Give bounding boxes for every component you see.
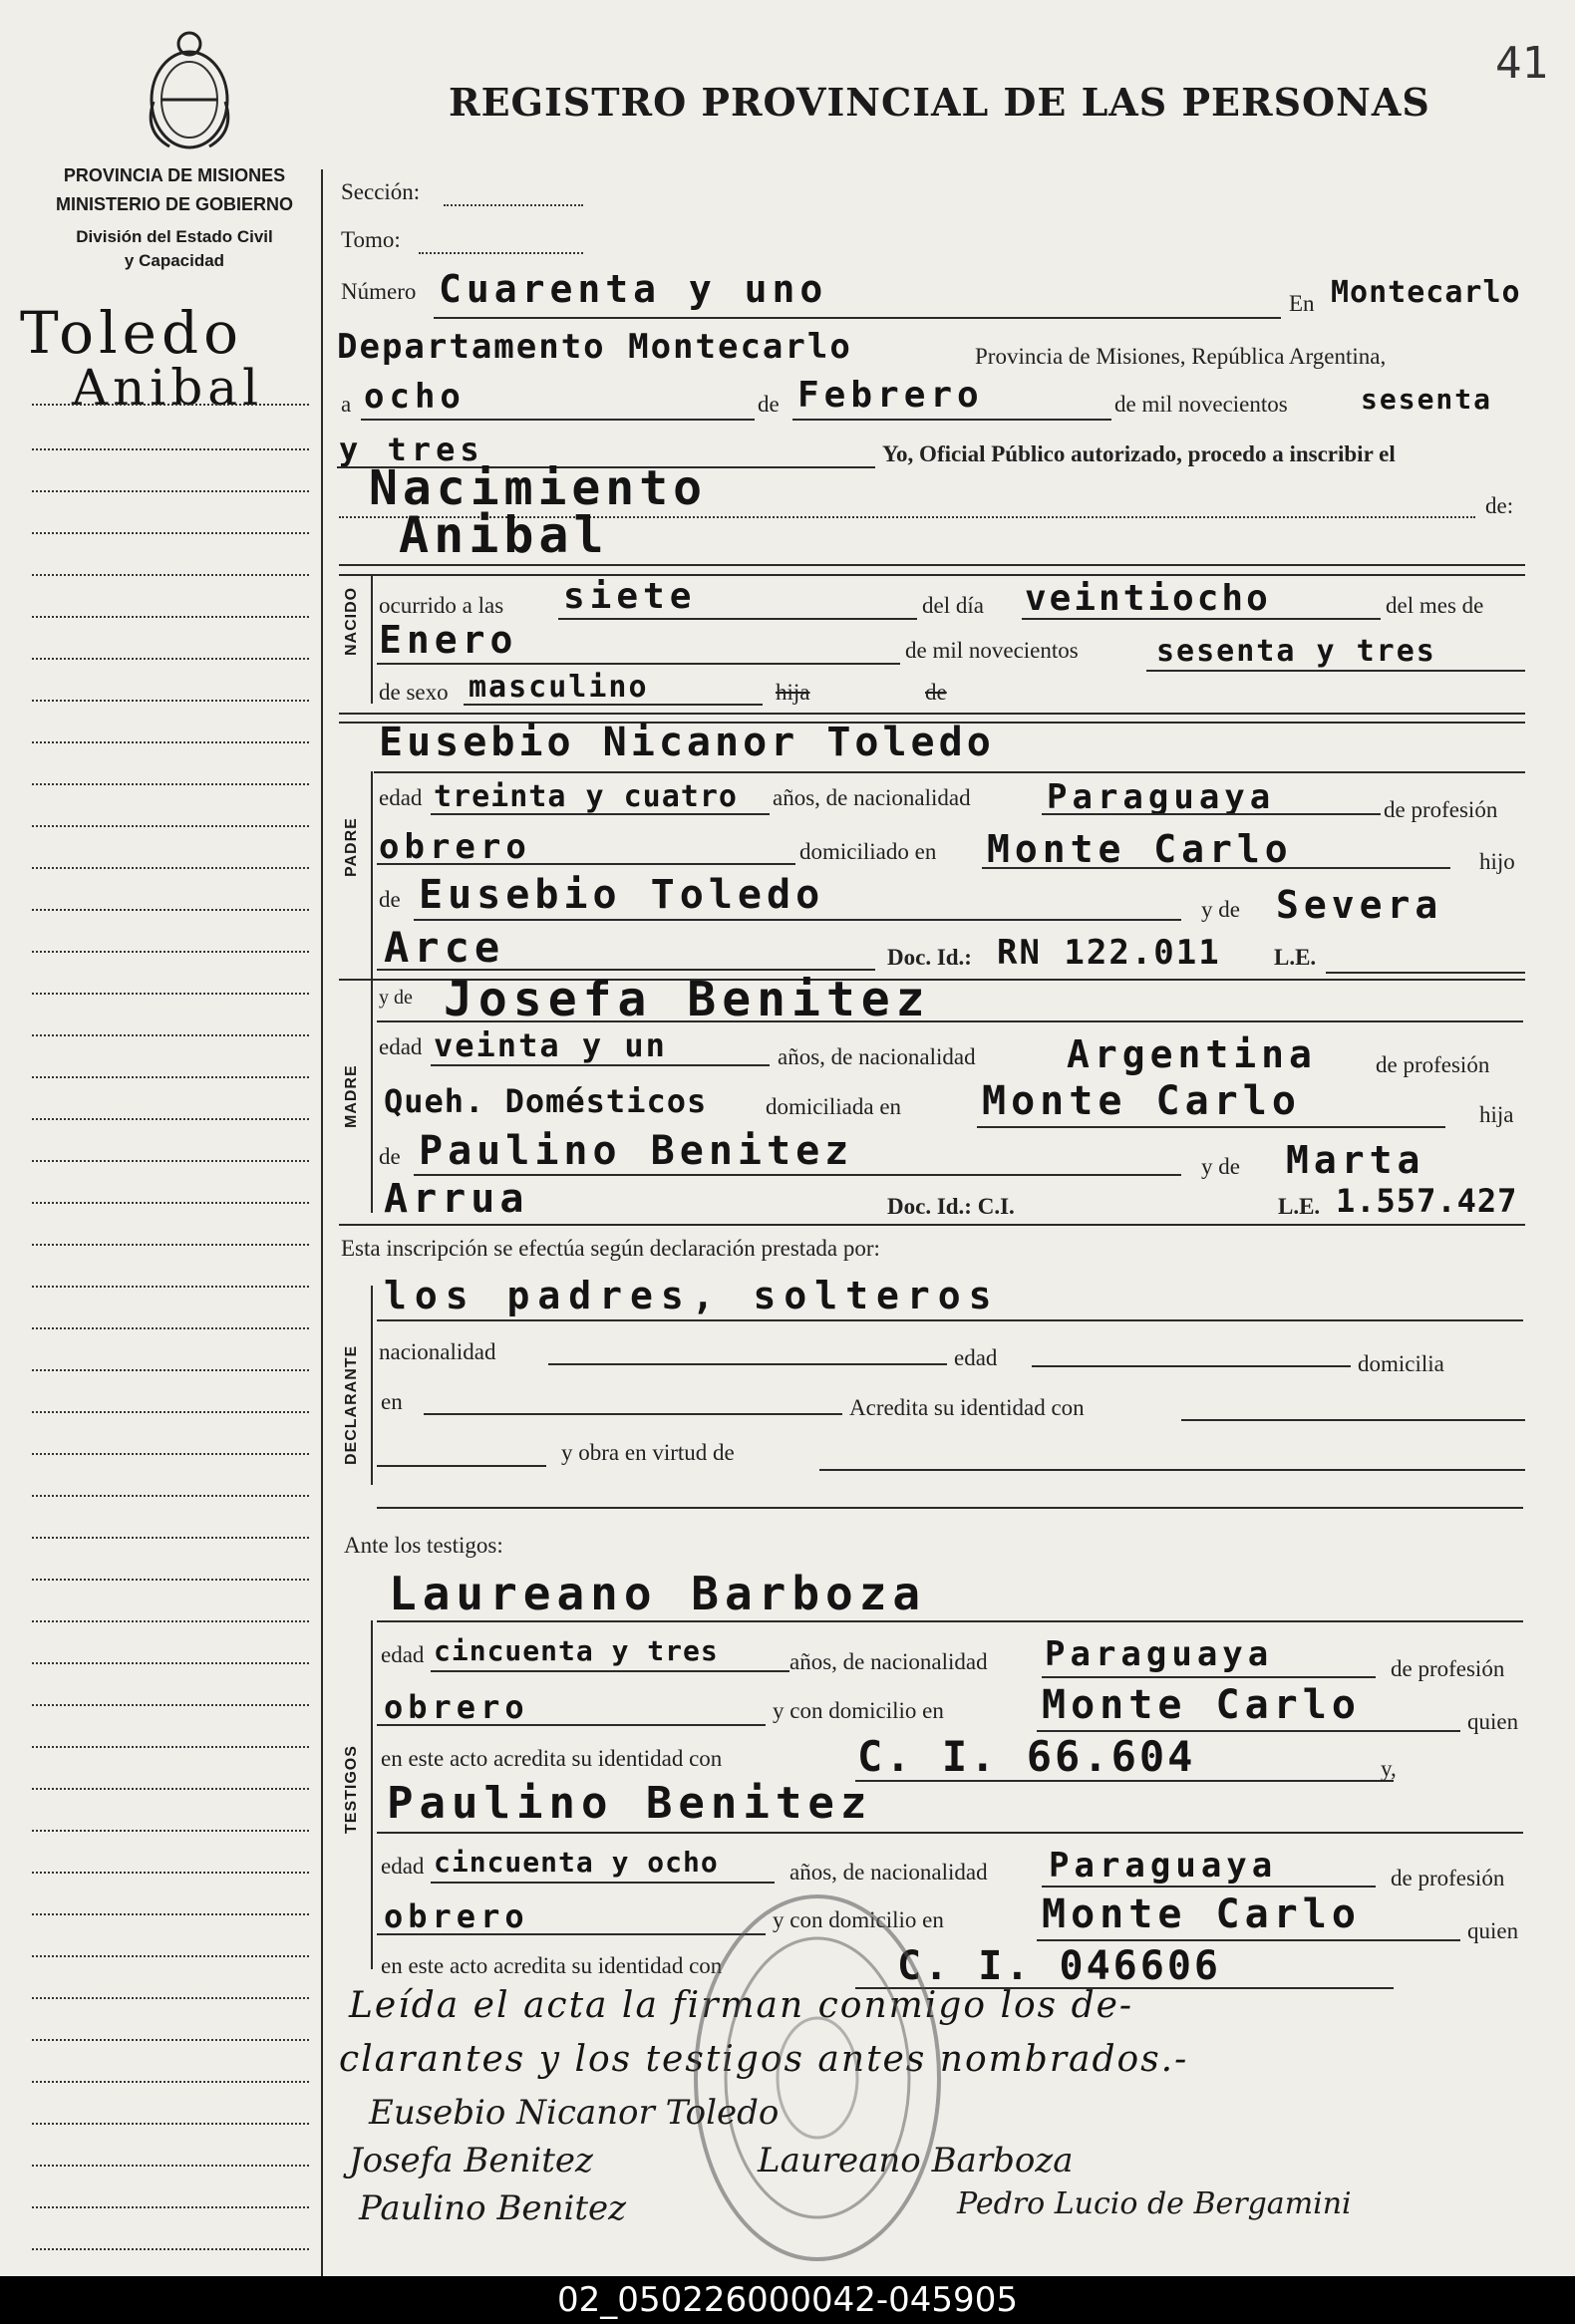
field-line bbox=[339, 574, 1525, 576]
field-line bbox=[855, 1780, 1394, 1782]
org-ministry: MINISTERIO DE GOBIERNO bbox=[55, 194, 294, 214]
value-anio-nac: sesenta y tres bbox=[1156, 634, 1436, 669]
margin-line bbox=[32, 1579, 309, 1581]
value-anio-cont: y tres bbox=[339, 431, 484, 468]
field-line bbox=[377, 1319, 1523, 1321]
margin-line bbox=[32, 1830, 309, 1832]
field-line bbox=[792, 419, 1111, 421]
label-de-profesion-m: de profesión bbox=[1376, 1052, 1490, 1077]
value-padre-madre: Severa bbox=[1276, 883, 1443, 927]
label-acredita-id: en este acto acredita su identidad con bbox=[381, 1746, 723, 1771]
label-seccion: Sección: bbox=[341, 179, 421, 204]
label-provincia: Provincia de Misiones, República Argentina, bbox=[975, 344, 1387, 369]
value-padre-prof: obrero bbox=[379, 827, 531, 867]
value-madre-madre: Marta bbox=[1286, 1138, 1425, 1182]
margin-line bbox=[32, 1620, 309, 1622]
field-line bbox=[464, 704, 763, 706]
margin-line bbox=[32, 1662, 309, 1664]
margin-line bbox=[32, 532, 309, 534]
margin-line bbox=[32, 1453, 309, 1455]
value-en: Montecarlo bbox=[1331, 275, 1521, 310]
label-esta: Esta inscripción se efectúa según declaración prestada por: bbox=[341, 1236, 880, 1261]
label-doc-id: Doc. Id.: bbox=[887, 945, 972, 970]
field-line bbox=[424, 1413, 842, 1415]
field-line bbox=[339, 1224, 1525, 1226]
document-title: REGISTRO PROVINCIAL DE LAS PERSONAS bbox=[449, 80, 1430, 125]
label-acredita: Acredita su identidad con bbox=[849, 1395, 1085, 1420]
value-madre-madre2: Arrua bbox=[384, 1176, 529, 1222]
value-t2-nac: Paraguaya bbox=[1049, 1846, 1278, 1886]
value-departamento: Departamento Montecarlo bbox=[337, 327, 852, 367]
label-de-sexo: de sexo bbox=[379, 680, 449, 705]
label-y-de-madre: y de bbox=[379, 987, 413, 1009]
value-padre-madre2: Arce bbox=[384, 923, 505, 972]
value-t2-doc: C. I. 046606 bbox=[897, 1943, 1221, 1989]
value-t2-edad: cincuenta y ocho bbox=[434, 1846, 719, 1879]
margin-line bbox=[32, 700, 309, 702]
margin-line bbox=[32, 1495, 309, 1497]
label-de-profesion: de profesión bbox=[1384, 797, 1498, 822]
side-label-declarante: DECLARANTE bbox=[343, 1344, 360, 1465]
field-line bbox=[339, 564, 1525, 566]
value-testigo1: Laureano Barboza bbox=[389, 1567, 927, 1620]
section-rule bbox=[371, 1620, 373, 1969]
label-a: a bbox=[341, 392, 352, 417]
field-line bbox=[1326, 972, 1525, 974]
value-t2-dom: Monte Carlo bbox=[1042, 1891, 1361, 1937]
value-t1-edad: cincuenta y tres bbox=[434, 1634, 719, 1667]
margin-line bbox=[32, 1537, 309, 1539]
label-edad-t2: edad bbox=[381, 1854, 425, 1879]
margin-line bbox=[32, 2248, 309, 2250]
label-ante: Ante los testigos: bbox=[344, 1533, 503, 1558]
field-line bbox=[431, 1882, 775, 1884]
label-de-profesion-t1: de profesión bbox=[1391, 1656, 1505, 1681]
label-quien2: quien bbox=[1467, 1918, 1519, 1943]
margin-line bbox=[32, 783, 309, 785]
margin-line bbox=[32, 1746, 309, 1748]
field-line bbox=[377, 1832, 1523, 1834]
margin-line bbox=[32, 2039, 309, 2041]
field-line bbox=[377, 863, 795, 865]
field-line bbox=[431, 1670, 789, 1672]
field-line bbox=[1032, 1365, 1351, 1367]
field-line bbox=[414, 1174, 1181, 1176]
margin-line bbox=[32, 825, 309, 827]
label-anos-nac-m: años, de nacionalidad bbox=[778, 1044, 976, 1069]
field-line bbox=[1042, 1886, 1376, 1888]
margin-line bbox=[32, 1913, 309, 1915]
field-line bbox=[1037, 1939, 1460, 1941]
label-edad-d: edad bbox=[954, 1345, 998, 1370]
label-de-colon: de: bbox=[1485, 493, 1514, 518]
margin-line bbox=[32, 741, 309, 743]
margin-line bbox=[32, 1369, 309, 1371]
side-label-padre: PADRE bbox=[343, 817, 360, 877]
field-line bbox=[377, 969, 875, 971]
value-t1-doc: C. I. 66.604 bbox=[857, 1732, 1196, 1781]
signature-mother: Josefa Benitez bbox=[349, 2141, 593, 2180]
margin-line bbox=[32, 1955, 309, 1957]
value-dia-nac: veintiocho bbox=[1025, 578, 1271, 619]
label-tomo: Tomo: bbox=[341, 227, 401, 252]
value-padre-edad: treinta y cuatro bbox=[434, 779, 738, 814]
margin-line bbox=[32, 1704, 309, 1706]
page-number: 41 bbox=[1495, 38, 1548, 89]
value-madre: Josefa Benitez bbox=[444, 972, 931, 1027]
field-line bbox=[377, 1620, 1523, 1622]
field-line bbox=[977, 1126, 1445, 1128]
margin-line bbox=[32, 1244, 309, 1246]
value-testigo2: Paulino Benitez bbox=[387, 1778, 873, 1829]
margin-line bbox=[32, 1286, 309, 1288]
margin-line bbox=[32, 1411, 309, 1413]
side-label-nacido: NACIDO bbox=[343, 586, 360, 656]
margin-given-name: Anibal bbox=[72, 359, 264, 417]
org-province: PROVINCIA DE MISIONES bbox=[63, 165, 286, 185]
margin-line bbox=[32, 1118, 309, 1120]
value-madre-edad: veinta y un bbox=[434, 1026, 667, 1064]
margin-line bbox=[32, 1788, 309, 1790]
field-line bbox=[414, 919, 1181, 921]
label-yo: Yo, Oficial Público autorizado, procedo a inscribir el bbox=[882, 441, 1396, 466]
field-line bbox=[548, 1363, 947, 1365]
value-dia: ocho bbox=[364, 377, 466, 417]
signature-witness1: Laureano Barboza bbox=[758, 2141, 1074, 2180]
label-de2: de bbox=[925, 680, 947, 705]
label-hijo: hijo bbox=[1479, 849, 1515, 874]
label-edad-t1: edad bbox=[381, 1642, 425, 1667]
label-le2: L.E. bbox=[1278, 1194, 1321, 1219]
value-madre-padre: Paulino Benitez bbox=[419, 1128, 854, 1174]
label-y-de-m: y de bbox=[1201, 1154, 1240, 1179]
field-line bbox=[377, 1507, 1523, 1509]
value-declarante: los padres, solteros bbox=[384, 1274, 1000, 1317]
label-acredita-id2: en este acto acredita su identidad con bbox=[381, 1953, 723, 1978]
org-division-cont: y Capacidad bbox=[124, 251, 225, 270]
label-del-dia: del día bbox=[922, 593, 984, 618]
value-numero: Cuarenta y uno bbox=[439, 267, 828, 311]
label-de-mil: de mil novecientos bbox=[1114, 392, 1288, 417]
footer-code: 02_050226000042-045905 bbox=[557, 2280, 1018, 2320]
value-t2-prof: obrero bbox=[384, 1897, 529, 1935]
value-acta: Nacimiento bbox=[369, 460, 707, 516]
label-y-con-dom: y con domicilio en bbox=[773, 1698, 944, 1723]
margin-line bbox=[32, 909, 309, 911]
label-domicilia: domicilia bbox=[1358, 1351, 1444, 1376]
section-rule bbox=[371, 979, 373, 1213]
value-madre-prof: Queh. Domésticos bbox=[384, 1082, 708, 1120]
field-line bbox=[1042, 1676, 1376, 1678]
margin-line bbox=[32, 993, 309, 995]
label-domiciliada: domiciliada en bbox=[766, 1094, 902, 1119]
margin-line bbox=[32, 2206, 309, 2208]
coat-of-arms-icon bbox=[140, 22, 239, 156]
label-del-mes: del mes de bbox=[1386, 593, 1484, 618]
margin-rule bbox=[321, 169, 323, 2282]
label-hija: hija bbox=[776, 680, 810, 705]
margin-line bbox=[32, 616, 309, 618]
label-de-mil2: de mil novecientos bbox=[905, 638, 1079, 663]
field-line bbox=[1022, 618, 1381, 620]
label-edad-m: edad bbox=[379, 1034, 423, 1059]
field-line bbox=[361, 419, 755, 421]
label-de-padre: de bbox=[379, 887, 401, 912]
org-division: División del Estado Civil bbox=[76, 227, 273, 246]
field-line bbox=[558, 618, 917, 620]
value-padre-doc: RN 122.011 bbox=[997, 933, 1221, 973]
value-padre-padre: Eusebio Toledo bbox=[419, 872, 825, 918]
section-rule bbox=[371, 574, 373, 704]
margin-surname: Toledo bbox=[20, 299, 244, 367]
field-line bbox=[819, 1469, 1525, 1471]
label-doc-id-ci: Doc. Id.: C.I. bbox=[887, 1194, 1015, 1219]
value-nombre: Anibal bbox=[399, 506, 609, 564]
margin-line bbox=[32, 1327, 309, 1329]
label-obra: y obra en virtud de bbox=[561, 1440, 735, 1465]
value-anio: sesenta bbox=[1361, 383, 1493, 416]
margin-line bbox=[32, 2165, 309, 2167]
margin-line bbox=[32, 1997, 309, 1999]
field-line bbox=[1146, 670, 1525, 672]
margin-line bbox=[32, 2081, 309, 2083]
field-line bbox=[434, 317, 1281, 319]
margin-line bbox=[32, 658, 309, 660]
label-de: de bbox=[758, 392, 780, 417]
side-label-testigos: TESTIGOS bbox=[343, 1745, 360, 1834]
field-line bbox=[377, 663, 900, 665]
value-t1-dom: Monte Carlo bbox=[1042, 1682, 1361, 1728]
label-anos-nac-t2: años, de nacionalidad bbox=[789, 1860, 988, 1885]
value-padre-nac: Paraguaya bbox=[1047, 777, 1276, 817]
value-madre-dom: Monte Carlo bbox=[982, 1078, 1301, 1124]
side-label-madre: MADRE bbox=[343, 1064, 360, 1128]
value-madre-nac: Argentina bbox=[1067, 1032, 1317, 1076]
label-nacionalidad: nacionalidad bbox=[379, 1339, 496, 1364]
value-padre-dom: Monte Carlo bbox=[987, 827, 1293, 871]
label-quien: quien bbox=[1467, 1709, 1519, 1734]
closing-line-1: Leída el acta la firman conmigo los de- bbox=[349, 1985, 1134, 2026]
section-rule bbox=[371, 771, 373, 986]
field-line bbox=[982, 867, 1450, 869]
label-ocurrido: ocurrido a las bbox=[379, 593, 504, 618]
field-line bbox=[1181, 1419, 1525, 1421]
label-y-de: y de bbox=[1201, 897, 1240, 922]
field-line bbox=[1042, 813, 1381, 815]
margin-line bbox=[32, 1034, 309, 1036]
value-padre: Eusebio Nicanor Toledo bbox=[379, 720, 995, 765]
label-de-profesion-t2: de profesión bbox=[1391, 1866, 1505, 1890]
margin-line bbox=[32, 1202, 309, 1204]
closing-line-2: clarantes y los testigos antes nombrados.- bbox=[339, 2039, 1189, 2080]
margin-line bbox=[32, 867, 309, 869]
signature-officer: Pedro Lucio de Bergamini bbox=[957, 2186, 1352, 2221]
value-t1-prof: obrero bbox=[384, 1688, 529, 1726]
margin-line bbox=[32, 1872, 309, 1874]
tomo-line bbox=[419, 252, 583, 254]
label-hija2: hija bbox=[1479, 1102, 1514, 1127]
label-de-madre: de bbox=[379, 1144, 401, 1169]
official-seal-icon bbox=[688, 1888, 947, 2267]
margin-line bbox=[32, 448, 309, 450]
label-domiciliado: domiciliado en bbox=[799, 839, 937, 864]
value-sexo: masculino bbox=[469, 670, 649, 705]
label-en: En bbox=[1289, 291, 1315, 316]
margin-line bbox=[32, 404, 309, 406]
margin-line bbox=[32, 490, 309, 492]
section-rule bbox=[371, 1286, 373, 1485]
value-mes: Febrero bbox=[797, 375, 984, 416]
label-y-comma: y, bbox=[1381, 1756, 1397, 1781]
field-line bbox=[431, 813, 770, 815]
field-line bbox=[377, 1465, 546, 1467]
value-t1-nac: Paraguaya bbox=[1045, 1634, 1274, 1674]
field-line bbox=[339, 713, 1525, 715]
margin-line bbox=[32, 574, 309, 576]
field-line bbox=[377, 1020, 1523, 1022]
label-le: L.E. bbox=[1274, 945, 1317, 970]
field-line bbox=[374, 771, 1525, 773]
value-madre-le: 1.557.427 bbox=[1336, 1182, 1518, 1220]
signature-father: Eusebio Nicanor Toledo bbox=[369, 2093, 780, 2133]
value-hora: siete bbox=[563, 576, 697, 617]
label-anos-nac-t1: años, de nacionalidad bbox=[789, 1649, 988, 1674]
signature-witness2: Paulino Benitez bbox=[359, 2188, 627, 2228]
label-anos-nac: años, de nacionalidad bbox=[773, 785, 971, 810]
margin-line bbox=[32, 2123, 309, 2125]
field-line bbox=[377, 1724, 766, 1726]
seccion-line bbox=[444, 204, 583, 206]
margin-line bbox=[32, 1076, 309, 1078]
field-line bbox=[431, 1064, 770, 1066]
margin-line bbox=[32, 1160, 309, 1162]
margin-line bbox=[32, 951, 309, 953]
label-y-con-dom2: y con domicilio en bbox=[773, 1907, 944, 1932]
value-mes-nac: Enero bbox=[379, 618, 518, 662]
label-numero: Número bbox=[341, 279, 417, 304]
label-edad: edad bbox=[379, 785, 423, 810]
label-en2: en bbox=[381, 1389, 403, 1414]
